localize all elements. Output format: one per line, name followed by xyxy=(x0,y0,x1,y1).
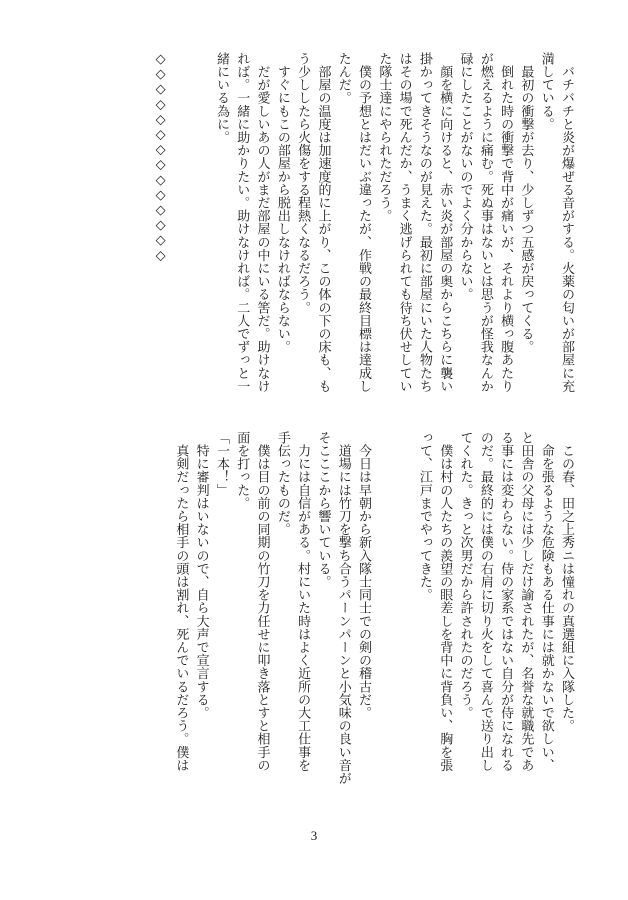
upper-text-block xyxy=(150,52,576,407)
upper-text-line xyxy=(190,52,210,407)
upper-text-line: れば。一緒に助かりたい。助けなければ。二人でずっと一 xyxy=(234,52,250,393)
upper-text-line: すぐにもこの部屋から脱出しなければならない。 xyxy=(274,52,290,354)
upper-text-line: た隊士達にやられただろう。 xyxy=(376,52,392,223)
upper-text-line: 顔を横に向けると、赤い炎が部屋の奥からこちらに襲い xyxy=(437,52,453,393)
upper-text-line: 緒にいる為に。 xyxy=(213,52,229,144)
lower-text-line: 今日は早朝から新入隊士同士での剣の稽古だ。 xyxy=(356,431,372,720)
lower-text-line: と田舎の父母には少しだけ諭されたが、名誉な就職先であ xyxy=(518,431,534,772)
lower-text-line: 面を打った。 xyxy=(234,431,250,510)
lower-text-line: 道場には竹刀を撃ち合うパーンパーンと小気味の良い音が xyxy=(335,431,351,785)
lower-text-line: この春、田之上秀ニは憧れの真選組に入隊した。 xyxy=(559,431,574,733)
upper-text-line: はその場で死んだか、うまく逃げられても待ち伏せしてい xyxy=(396,52,412,393)
upper-text-line xyxy=(170,52,190,407)
upper-text-line: 部屋の温度は加速度的に上がり、この体の下の床も、も xyxy=(315,52,331,393)
lower-text-block xyxy=(170,431,576,785)
upper-text-line: 満している。 xyxy=(538,52,554,131)
lower-text-line: 手伝ったものだ。 xyxy=(274,431,290,536)
upper-text-line: 僕の予想とはだいぶ違ったが、作戦の最終目標は達成し xyxy=(356,52,372,393)
lower-text-line: 「一本！」 xyxy=(213,431,229,497)
lower-text-line: る事には変わらない。侍の家系ではない自分が侍になれる xyxy=(498,431,514,772)
lower-text-line: のだ。最終的には僕の右肩に切り火をして喜んで送り出し xyxy=(477,431,493,772)
lower-text-line xyxy=(393,431,413,766)
lower-text-line: てくれた。きっと次男だから許されたのだろう。 xyxy=(457,431,473,720)
upper-text-line: 最初の衝撃が去り、少しずつ五感が戻ってくる。 xyxy=(518,52,534,354)
upper-text-line: ◇◇◇◇◇◇◇◇◇◇◇◇◇◇ xyxy=(153,52,169,264)
upper-text-line: 掛かってきそうなのが見えた。最初に部屋にいた人物たち xyxy=(416,52,432,393)
lower-text-line xyxy=(373,431,393,766)
lower-text-line: って、江戸までやってきた。 xyxy=(416,431,432,602)
upper-text-line: 倒れた時の衝撃で背中が痛いが、それより横っ腹あたり xyxy=(498,52,514,393)
lower-text-line: 力には自信がある。村にいた時はよく近所の大工仕事を xyxy=(295,431,311,772)
upper-text-line: が燃えるように痛む。死ぬ事はないとは思うが怪我なんか xyxy=(477,52,493,393)
upper-text-line: だが愛しいあの人がまだ部屋の中にいる筈だ。助けなけ xyxy=(254,52,270,393)
page-number: 3 xyxy=(310,828,318,843)
lower-text-line: そこここから響いている。 xyxy=(315,431,331,589)
lower-text-line: 特に審判はいないので、自ら大声で宣言する。 xyxy=(193,431,209,720)
lower-text-line: 僕は村の人たちの羨望の眼差しを背中に背負い、胸を張 xyxy=(437,431,453,772)
lower-text-line: 真剣だったら相手の頭は割れ、死んでいるだろう。僕は xyxy=(173,431,189,772)
upper-text-line: う少ししたら火傷をする程熱くなるだろう。 xyxy=(295,52,311,314)
lower-text-line: 僕は目の前の同期の竹刀を力任せに叩き落とすと相手の xyxy=(254,431,270,772)
upper-text-line: たんだ。 xyxy=(335,52,351,105)
upper-text-line: 碌にしたことがないのでよく分からない。 xyxy=(457,52,473,301)
upper-text-line: バチバチと炎が爆ぜる音がする。火薬の匂いが部屋に充 xyxy=(559,52,574,393)
lower-text-line: 命を張るような危険もある仕事には就かないで欲しい、 xyxy=(538,431,554,772)
